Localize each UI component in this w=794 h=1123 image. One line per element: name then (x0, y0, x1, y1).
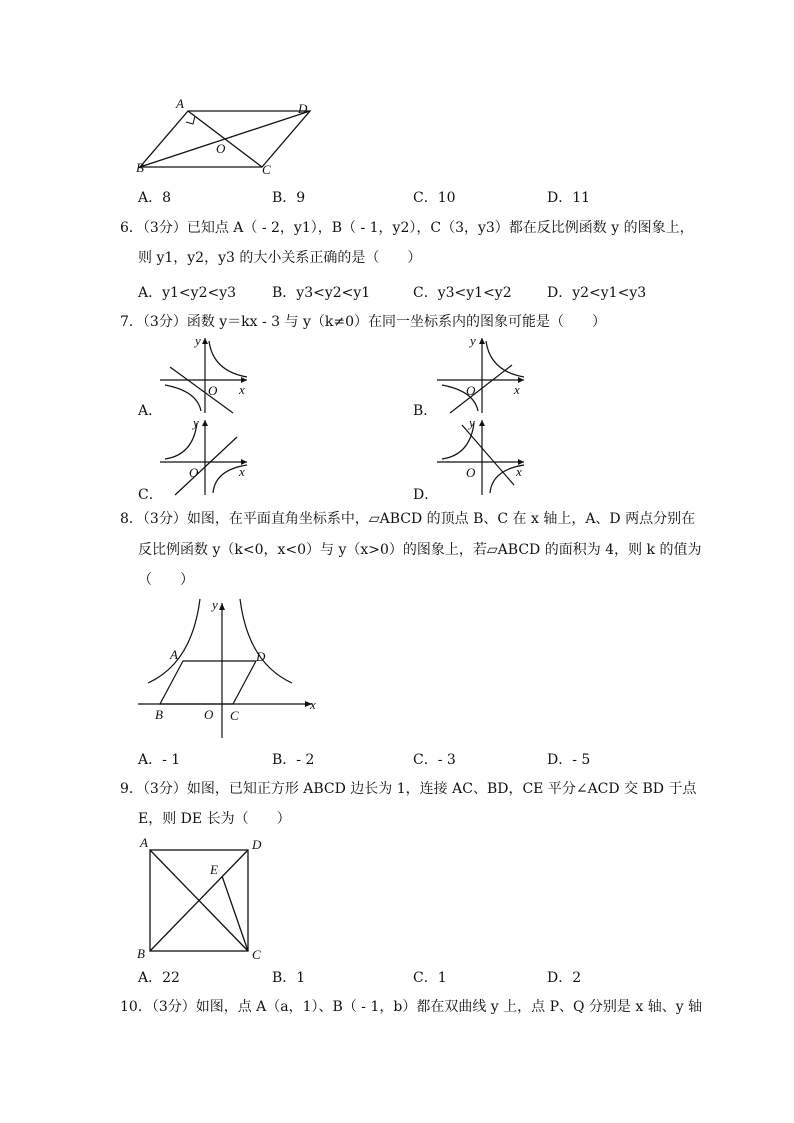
q7-b-x-label: x (514, 382, 520, 397)
q5-label-o: O (216, 141, 226, 156)
q7-a-y-label: y (195, 333, 201, 348)
q8-x-label: x (310, 697, 316, 712)
q6-option-d[interactable]: D．y2<y1<y3 (547, 285, 647, 301)
q5-parallelogram-figure (130, 95, 330, 180)
q8-question-line3: （ ） (138, 572, 194, 588)
q9-label-c: C (252, 947, 261, 962)
q9-option-b[interactable]: B．1 (272, 970, 306, 986)
q5-option-a[interactable]: A．8 (138, 190, 172, 206)
q7-d-x-label: x (516, 464, 522, 479)
q8-label-o: O (204, 707, 214, 722)
q6-question-line1: 6．（3分）已知点 A（ - 2，y1），B（ - 1，y2），C（3，y3）都在反比例函数 y 的图象上， (120, 220, 694, 236)
q8-label-c: C (230, 708, 239, 723)
q7-d-origin-label: O (466, 465, 476, 480)
q7-option-d[interactable]: D． (413, 487, 439, 503)
q7-a-origin-label: O (208, 383, 218, 398)
q8-label-d: D (256, 649, 266, 664)
q6-option-a[interactable]: A．y1<y2<y3 (138, 285, 237, 301)
q7-option-a[interactable]: A． (138, 403, 163, 419)
q8-option-c[interactable]: C．- 3 (413, 752, 456, 768)
q9-square-figure (132, 834, 272, 964)
q7-c-y-label: y (193, 415, 199, 430)
q7-b-y-label: y (470, 333, 476, 348)
q7-question-line1: 7．（3分）函数 y＝kx - 3 与 y（k≠0）在同一坐标系内的图象可能是（ ） (120, 314, 607, 330)
q5-option-c[interactable]: C．10 (413, 190, 456, 206)
q9-question-line2: E，则 DE 长为（ ） (138, 811, 291, 827)
q9-label-a: A (140, 835, 148, 850)
q7-graph-c (155, 415, 255, 497)
q9-question-line1: 9．（3分）如图，已知正方形 ABCD 边长为 1，连接 AC、BD，CE 平分∠ACD 交 BD 于点 (120, 781, 697, 797)
q5-label-b: B (136, 160, 144, 175)
q7-graph-a (155, 333, 255, 415)
q7-b-origin-label: O (466, 383, 476, 398)
q8-question-line2: 反比例函数 y（k<0，x<0）与 y（x>0）的图象上，若▱ABCD 的面积为 4，则 k 的值为 (138, 542, 702, 558)
q8-label-a: A (170, 647, 178, 662)
q7-graph-d (432, 415, 532, 497)
q6-option-c[interactable]: C．y3<y1<y2 (413, 285, 512, 301)
q9-label-b: B (137, 946, 145, 961)
q8-y-label: y (212, 597, 218, 612)
q7-c-x-label: x (239, 464, 245, 479)
q9-option-d[interactable]: D．2 (547, 970, 582, 986)
q7-c-origin-label: O (189, 465, 199, 480)
q5-option-d[interactable]: D．11 (547, 190, 591, 206)
q5-label-d: D (298, 101, 308, 116)
q9-option-a[interactable]: A．22 (138, 970, 180, 986)
q7-graph-b (432, 333, 532, 415)
q6-question-line2: 则 y1，y2，y3 的大小关系正确的是（ ） (138, 250, 422, 266)
q9-label-e: E (210, 862, 218, 877)
q9-label-d: D (252, 837, 262, 852)
q7-option-c[interactable]: C． (138, 487, 163, 503)
q7-option-b[interactable]: B． (413, 403, 438, 419)
q8-parallelogram-graph (130, 593, 330, 743)
q8-option-d[interactable]: D．- 5 (547, 752, 591, 768)
q6-option-b[interactable]: B．y3<y2<y1 (272, 285, 371, 301)
q8-option-b[interactable]: B．- 2 (272, 752, 315, 768)
q8-label-b: B (155, 707, 163, 722)
q5-label-c: C (262, 162, 271, 177)
q8-question-line1: 8．（3分）如图，在平面直角坐标系中，▱ABCD 的顶点 B、C 在 x 轴上，A、D 两点分别在 (120, 511, 696, 527)
q9-option-c[interactable]: C．1 (413, 970, 447, 986)
q7-d-y-label: y (469, 415, 475, 430)
q5-option-b[interactable]: B．9 (272, 190, 306, 206)
q7-a-x-label: x (239, 382, 245, 397)
q10-question-line1: 10．（3分）如图，点 A（a，1）、B（ - 1，b）都在双曲线 y 上，点 P、Q 分别是 x 轴、y 轴 (120, 999, 703, 1015)
q8-option-a[interactable]: A．- 1 (138, 752, 181, 768)
q5-label-a: A (176, 96, 184, 111)
